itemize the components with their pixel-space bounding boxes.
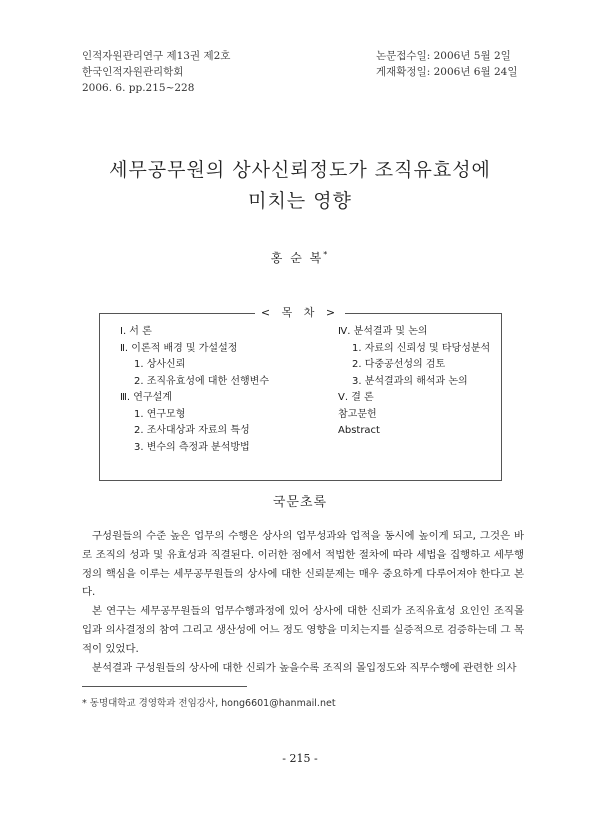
- toc-item: 2. 조사대상과 자료의 특성: [134, 425, 250, 436]
- abstract-paragraph: 분석결과 구성원들의 상사에 대한 신뢰가 높을수록 조직의 몰입정도와 직무수행에 관련한 의사: [92, 661, 517, 674]
- toc-right-column: [338, 324, 490, 440]
- toc-item: 2. 다중공선성의 검토: [352, 359, 446, 370]
- toc-item: 2. 조직유효성에 대한 선행변수: [134, 375, 269, 387]
- toc-item: 1. 상사신뢰: [134, 359, 186, 370]
- toc-item: Ⅰ. 서 론: [120, 326, 152, 337]
- toc-item: Ⅱ. 이론적 배경 및 가설설정: [120, 342, 238, 354]
- toc-left-column: [120, 324, 269, 456]
- footnote-divider: [82, 686, 247, 687]
- toc-item: 3. 분석결과의 해석과 논의: [352, 375, 468, 387]
- toc-item: Ⅲ. 연구설계: [120, 392, 172, 403]
- issue-pages: 2006. 6. pp.215~228: [82, 82, 195, 94]
- abstract-heading: 국문초록: [272, 495, 328, 510]
- submission-dates: [376, 48, 526, 80]
- toc-item: 1. 연구모형: [134, 408, 186, 420]
- toc-item: 1. 자료의 신뢰성 및 타당성분석: [352, 342, 491, 354]
- journal-info: [82, 48, 230, 96]
- toc-item: 참고문헌: [338, 408, 377, 420]
- accepted-date: 게재확정일: 2006년 6월 24일: [376, 66, 518, 78]
- author-name: 홍 순 복: [270, 251, 324, 265]
- toc-item: Ⅳ. 분석결과 및 논의: [338, 326, 428, 337]
- author-footnote: * 동명대학교 경영학과 전임강사, hong6601@hanmail.net: [82, 698, 336, 709]
- paper-title-line2: 미치는 영향: [248, 190, 352, 212]
- toc-item: Ⅴ. 결 론: [338, 392, 374, 403]
- toc-item: 3. 변수의 측정과 분석방법: [134, 441, 250, 453]
- journal-name: 인적자원관리연구 제13권 제2호: [82, 50, 231, 62]
- abstract-body: [82, 527, 524, 677]
- author-footnote-mark: *: [323, 250, 330, 259]
- paper-title-line1: 세무공무원의 상사신뢰정도가 조직유효성에: [109, 159, 491, 181]
- author: [0, 249, 600, 266]
- toc-item: Abstract: [338, 425, 380, 436]
- society-name: 한국인적자원관리학회: [82, 66, 184, 78]
- abstract-paragraph: 구성원들의 수준 높은 업무의 수행은 상사의 업무성과와 업적을 동시에 높이게 되고, 그것은 바로 조직의 성과 및 유효성과 직결된다. 이러한 점에서 적법한 절차에 따라 세법을 집행하고 세무행정의 핵심을 이루는 세무공무원들의 상사에 대한 신뢰문제는 매우 중요하게 다루어져야 한다고 본다.: [82, 530, 524, 599]
- abstract-paragraph: 본 연구는 세무공무원들의 업무수행과정에 있어 상사에 대한 신뢰가 조직유효성 요인인 조직몰입과 의사결정의 참여 그리고 생산성에 어느 정도 영향을 미치는지를 실증적으로 검증하는데 그 목적이 있었다.: [82, 605, 524, 655]
- page-number: - 215 -: [282, 752, 318, 765]
- toc-heading: < 목 차 >: [0, 304, 600, 320]
- received-date: 논문접수일: 2006년 5월 2일: [376, 50, 511, 62]
